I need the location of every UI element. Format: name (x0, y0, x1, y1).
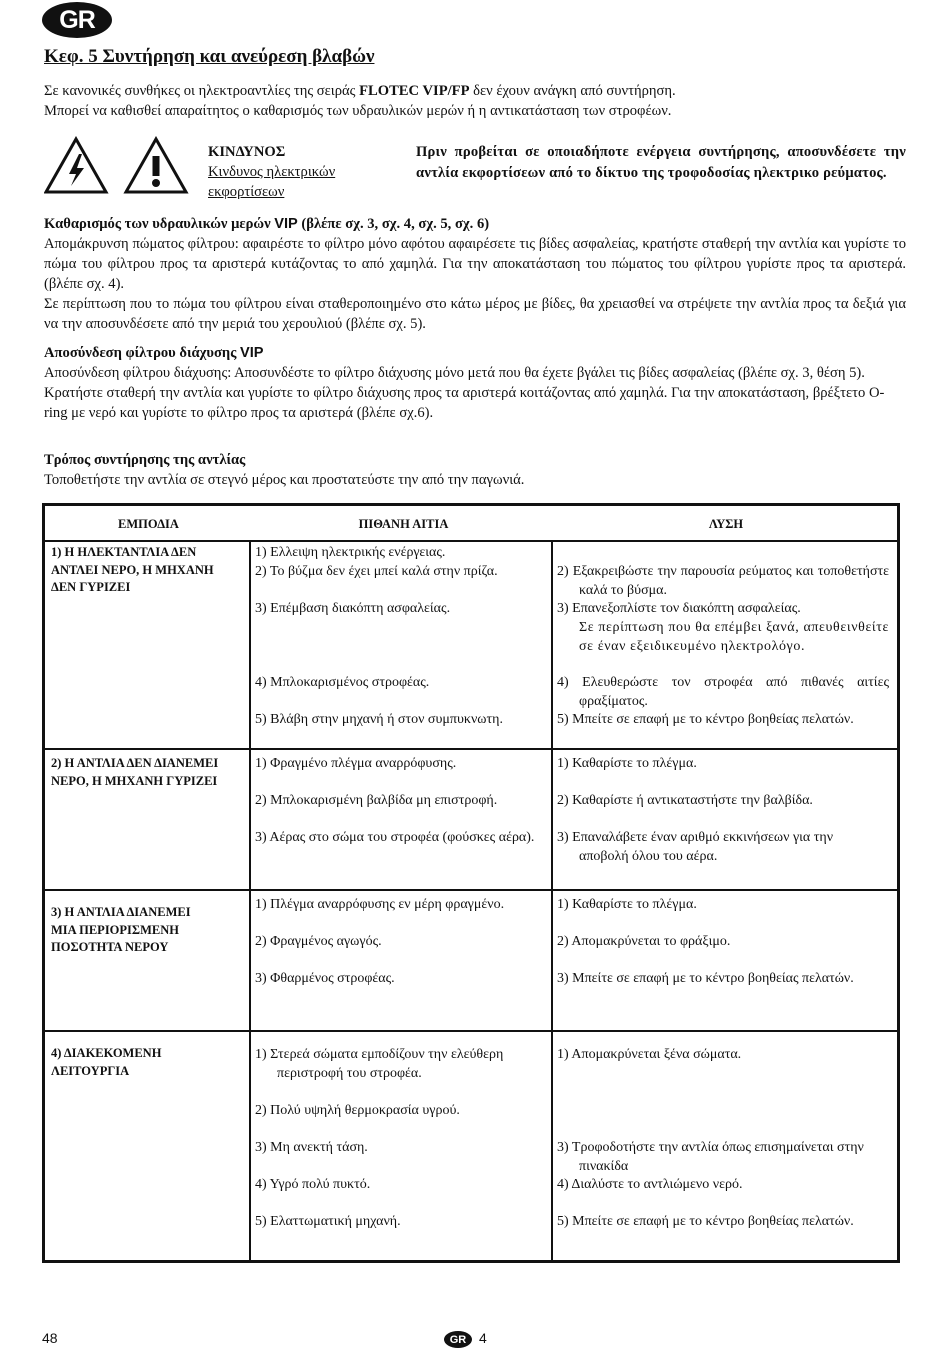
cleaning-paragraph: Σε περίπτωση που το πώμα του φίλτρου είναι σταθεροποιημένο στο κάτω μέρος με βίδες, θα χρειασθεί να στρέψετε την αντλία προς τα δεξιά για να την αποσυνδέσετε από την μεριά του χερουλιού (βλέπε σχ. 5). (44, 296, 906, 332)
cause-item: 1) Ελλειψη ηλεκτρικής ενέργειας. (255, 545, 446, 560)
danger-subtitle: εκφορτίσεων (208, 184, 285, 200)
solution-item: 1) Απομακρύνεται ξένα σώματα. (557, 1047, 742, 1062)
solution-item: 3) Επαναλάβετε έναν αριθμό εκκινήσεων για την αποβολή όλου του αέρα. (557, 830, 834, 864)
table-row-problem: 2) Η ΑΝΤΛΙΑ ΔΕΝ ΔΙΑΝΕΜΕΙ ΝΕΡΟ, Η ΜΗΧΑΝΗ ΓΥΡΙΖΕΙ (51, 756, 219, 788)
solution-item: 2) Καθαρίστε ή αντικαταστήστε την βαλβίδα. (557, 793, 813, 808)
table-row-causes (255, 1046, 548, 1256)
table-row-solutions (557, 755, 887, 885)
solution-item: 3) Επανεξοπλίστε τον διακόπτη ασφαλείας. (557, 601, 801, 616)
cause-item: 4) Υγρό πολύ πυκτό. (255, 1177, 371, 1192)
solution-item: 3) Μπείτε σε επαφή με το κέντρο βοηθείας πελατών. (557, 971, 854, 986)
gr-language-badge: GR (42, 2, 112, 38)
danger-subtitle: Κινδυνος ηλεκτρικών (208, 164, 336, 180)
solution-item: 4) Διαλύστε το αντλιώμενο νερό. (557, 1177, 743, 1192)
maintenance-paragraph: Τοποθετήστε την αντλία σε στεγνό μέρος και προστατεύστε την από την παγωνιά. (44, 472, 525, 488)
cause-item: 3) Επέμβαση διακόπτη ασφαλείας. (255, 601, 451, 616)
solution-item: 2) Εξακρειβώστε την παρουσία ρεύματος και τοποθετήστε καλά το βύσμα. (557, 564, 889, 598)
row-divider (45, 889, 897, 891)
diffuser-heading: Αποσύνδεση φίλτρου διάχυσης VIP (44, 345, 264, 361)
table-row-problem: 3) Η ΑΝΤΛΙΑ ΔΙΑΝΕΜΕΙ ΜΙΑ ΠΕΡΙΟΡΙΣΜΕΝΗ ΠΟΣΟΤΗΤΑ ΝΕΡΟΥ (51, 905, 191, 954)
cause-item: 1) Πλέγμα αναρρόφυσης εν μέρη φραγμένο. (255, 897, 505, 912)
table-row-causes (255, 755, 548, 885)
solution-item: 3) Τροφοδοτήστε την αντλία όπως επισημαίνεται στην πινακίδα (557, 1140, 864, 1174)
solution-item: 5) Μπείτε σε επαφή με το κέντρο βοηθείας πελατών. (557, 1214, 854, 1229)
maintenance-section (44, 450, 906, 490)
diffuser-section (44, 343, 906, 423)
troubleshooting-table (42, 503, 900, 1263)
cause-item: 5) Βλάβη στην μηχανή ή στον συμπυκνωτη. (255, 712, 503, 727)
maintenance-heading: Τρόπος συντήρησης της αντλίας (44, 452, 246, 468)
table-row-causes (255, 896, 548, 1026)
electric-hazard-icon (46, 139, 106, 192)
diffuser-paragraph: Κρατήστε σταθερή την αντλία και γυρίστε το φίλτρο διάχυσης προς τα αριστερά κοιτάζοντας από χαμηλά. Για την αποκατάσταση, βρέξτετο O-ring με νερό και γυρίστε το φίλτρο προς τα αριστερά (βλέπε σχ.6). (44, 385, 885, 421)
cleaning-heading: Καθαρισμός των υδραυλικών μερών VIP (βλέπε σχ. 3, σχ. 4, σχ. 5, σχ. 6) (44, 216, 490, 232)
cause-item: 2) Πολύ υψηλή θερμοκρασία υγρού. (255, 1103, 460, 1118)
table-row-solutions (557, 544, 887, 744)
footer-gr-badge: GR (444, 1331, 472, 1348)
cause-item: 3) Αέρας στο σώμα του στροφέα (φούσκες αέρα). (255, 830, 535, 845)
cause-item: 2) Φραγμένος αγωγός. (255, 934, 382, 949)
table-row-problem: 1) Η ΗΛΕΚΤΑΝΤΛΙΑ ΔΕΝ ΑΝΤΛΕΙ ΝΕΡΟ, Η ΜΗΧΑΝΗ ΔΕΝ ΓΥΡΙΖΕΙ (51, 545, 214, 594)
solution-item: 5) Μπείτε σε επαφή με το κέντρο βοηθείας πελατών. (557, 712, 854, 727)
table-row-causes (255, 544, 548, 744)
column-header-solutions: ΛΥΣΗ (708, 516, 744, 531)
warning-text: Πριν προβείται σε οποιαδήποτε ενέργεια συντήρησης, αποσυνδέσετε την αντλία εκφορτίσεων από το δίκτυο της τροφοδοσίας ηλεκτρικο ρεύματος. (416, 144, 906, 181)
solution-item: 4) Ελευθερώστε τον στροφέα από πιθανές αιτίες φραξίματος. (557, 675, 889, 709)
diffuser-paragraph: Αποσύνδεση φίλτρου διάχυσης: Αποσυνδέστε το φίλτρο διάχυσης μόνο μετά που θα έχετε βγάλει τις βίδες ασφαλείας (βλέπε σχ. 3, θέση 5). (44, 365, 865, 381)
chapter-title: Κεφ. 5 Συντήρηση και ανεύρεση βλαβών (44, 46, 375, 67)
cause-item: 3) Μη ανεκτή τάση. (255, 1140, 368, 1155)
exclamation-warning-icon (126, 139, 186, 192)
cause-item: 4) Μπλοκαρισμένος στροφέας. (255, 675, 430, 690)
warning-icons (44, 136, 194, 201)
solution-item: Σε περίπτωση που θα επέμβει ξανά, απευθεινθείτε σε έναν εξειδικευμένο ηλεκτρολόγο. (579, 620, 889, 654)
page-number-right: 4 (479, 1330, 487, 1346)
cleaning-section (44, 214, 906, 334)
cause-item: 1) Φραγμένο πλέγμα αναρρόφυσης. (255, 756, 457, 771)
cause-item: 2) Μπλοκαρισμένη βαλβίδα μη επιστροφή. (255, 793, 498, 808)
solution-item: 2) Απομακρύνεται το φράξιμο. (557, 934, 731, 949)
cause-item: 3) Φθαρμένος στροφέας. (255, 971, 395, 986)
table-row-solutions (557, 896, 887, 1026)
row-divider (45, 540, 897, 542)
column-divider (249, 542, 251, 1260)
solution-item: 1) Καθαρίστε το πλέγμα. (557, 897, 697, 912)
cause-item: 5) Ελαττωματική μηχανή. (255, 1214, 401, 1229)
table-row-solutions (557, 1046, 887, 1256)
column-header-problems: ΕΜΠΟΔΙΑ (118, 516, 179, 531)
row-divider (45, 748, 897, 750)
row-divider (45, 1030, 897, 1032)
column-header-causes: ΠΙΘΑΝΗ ΑΙΤΙΑ (358, 516, 449, 531)
table-row-problem: 4) ΔΙΑΚΕΚΟΜΕΝΗ ΛΕΙΤΟΥΡΓΙΑ (51, 1046, 162, 1078)
danger-title: ΚΙΝΔΥΝΟΣ (208, 144, 286, 160)
solution-item: 1) Καθαρίστε το πλέγμα. (557, 756, 697, 771)
danger-label (208, 142, 335, 202)
column-divider (551, 542, 553, 1260)
page-number-left: 48 (42, 1330, 58, 1346)
cleaning-paragraph: Απομάκρυνση πώματος φίλτρου: αφαιρέστε το φίλτρο μόνο αφότου αφαιρέσετε τις βίδες ασφαλείας, κρατήστε σταθερή την αντλία και γυρίστε το πώμα του φίλτρου προς τα αριστερά κυτάζοντας το από χαμηλά. Για την αποκατάσταση του πώματος του φίλτρου γυρίστε προς τα αριστερά.(βλέπε σχ. 4). (44, 236, 906, 292)
cause-item: 2) Το βύζμα δεν έχει μπεί καλά στην πρίζα. (255, 564, 498, 579)
cause-item: 1) Στερεά σώματα εμποδίζουν την ελεύθερη περιστροφή του στροφέα. (255, 1047, 504, 1081)
intro-paragraph: Σε κανονικές συνθήκες οι ηλεκτροαντλίες της σειράς FLOTEC VIP/FP δεν έχουν ανάγκη από συντήρηση. Μπορεί να καθισθεί απαραίτητος ο καθαρισμός των υδραυλικών μερών ή η αντικατάσταση των στροφέων. (44, 83, 676, 119)
